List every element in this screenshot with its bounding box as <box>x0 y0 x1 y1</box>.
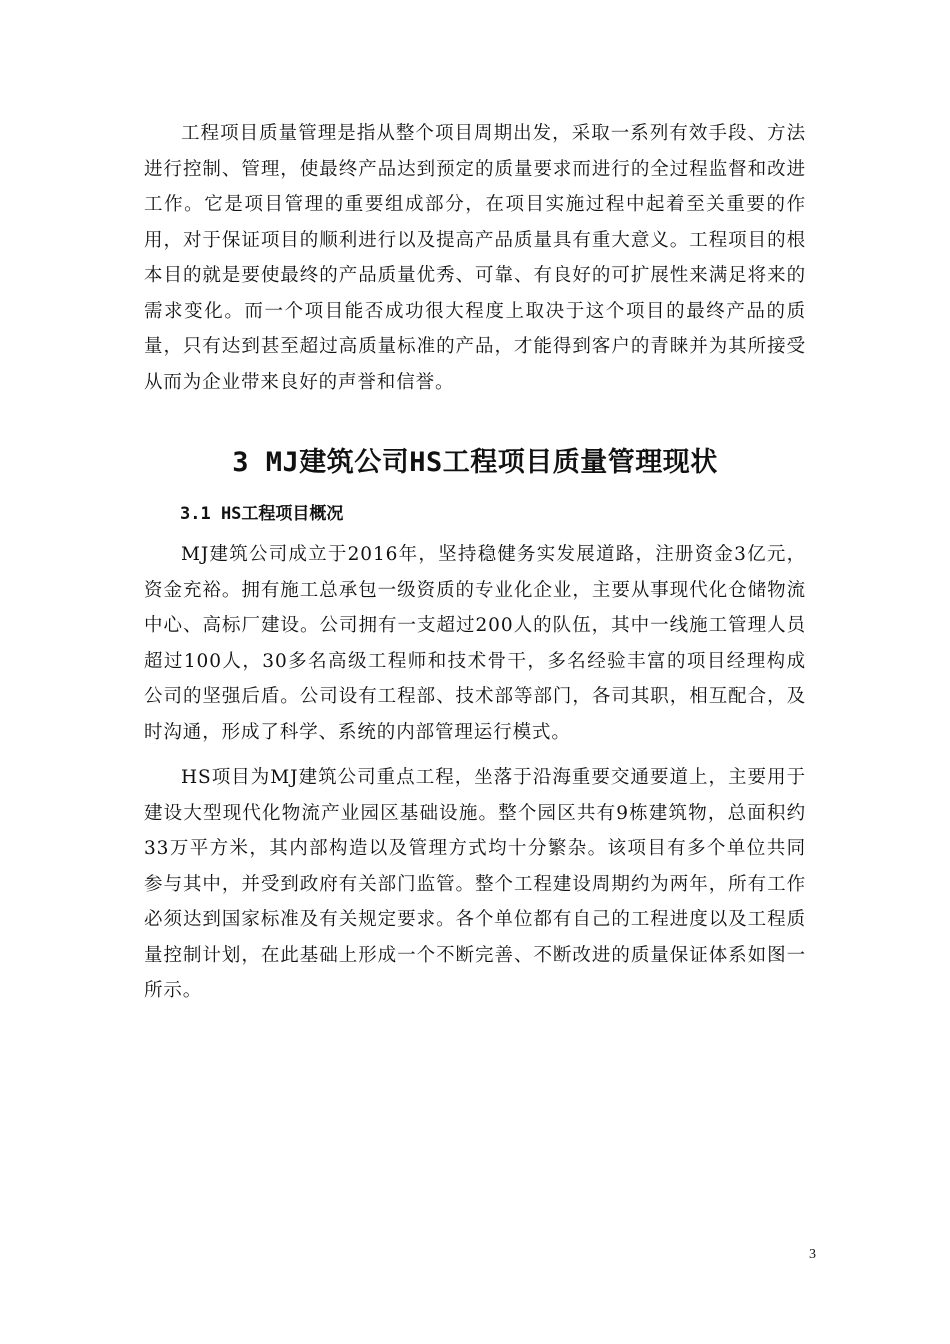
page-number: 3 <box>809 1247 816 1262</box>
intro-paragraph: 工程项目质量管理是指从整个项目周期出发，采取一系列有效手段、方法进行控制、管理，使最终产品达到预定的质量要求而进行的全过程监督和改进工作。它是项目管理的重要组成部分，在项目实施过程中起着至关重要的作用，对于保证项目的顺利进行以及提高产品质量具有重大意义。工程项目的根本目的就是要使最终的产品质量优秀、可靠、有良好的可扩展性来满足将来的需求变化。而一个项目能否成功很大程度上取决于这个项目的最终产品的质量，只有达到甚至超过高质量标准的产品，才能得到客户的青睐并为其所接受从而为企业带来良好的声誉和信誉。 <box>144 123 806 393</box>
hs-project-paragraph: HS项目为MJ建筑公司重点工程，坐落于沿海重要交通要道上，主要用于建设大型现代化物流产业园区基础设施。整个园区共有9栋建筑物，总面积约33万平方米，其内部构造以及管理方式均十分繁杂。该项目有多个单位共同参与其中，并受到政府有关部门监管。整个工程建设周期约为两年，所有工作必须达到国家标准及有关规定要求。各个单位都有自己的工程进度以及工程质量控制计划，在此基础上形成一个不断完善、不断改进的质量保证体系如图一所示。 <box>144 767 806 1001</box>
section-heading: 3.1 HS工程项目概况 <box>180 504 344 524</box>
company-overview-paragraph: MJ建筑公司成立于2016年，坚持稳健务实发展道路，注册资金3亿元，资金充裕。拥有施工总承包一级资质的专业化企业，主要从事现代化仓储物流中心、高标厂建设。公司拥有一支超过200人的队伍，其中一线施工管理人员超过100人，30多名高级工程师和技术骨干，多名经验丰富的项目经理构成公司的坚强后盾。公司设有工程部、技术部等部门，各司其职，相互配合，及时沟通，形成了科学、系统的内部管理运行模式。 <box>144 544 806 743</box>
chapter-heading: 3 MJ建筑公司HS工程项目质量管理现状 <box>232 447 718 478</box>
